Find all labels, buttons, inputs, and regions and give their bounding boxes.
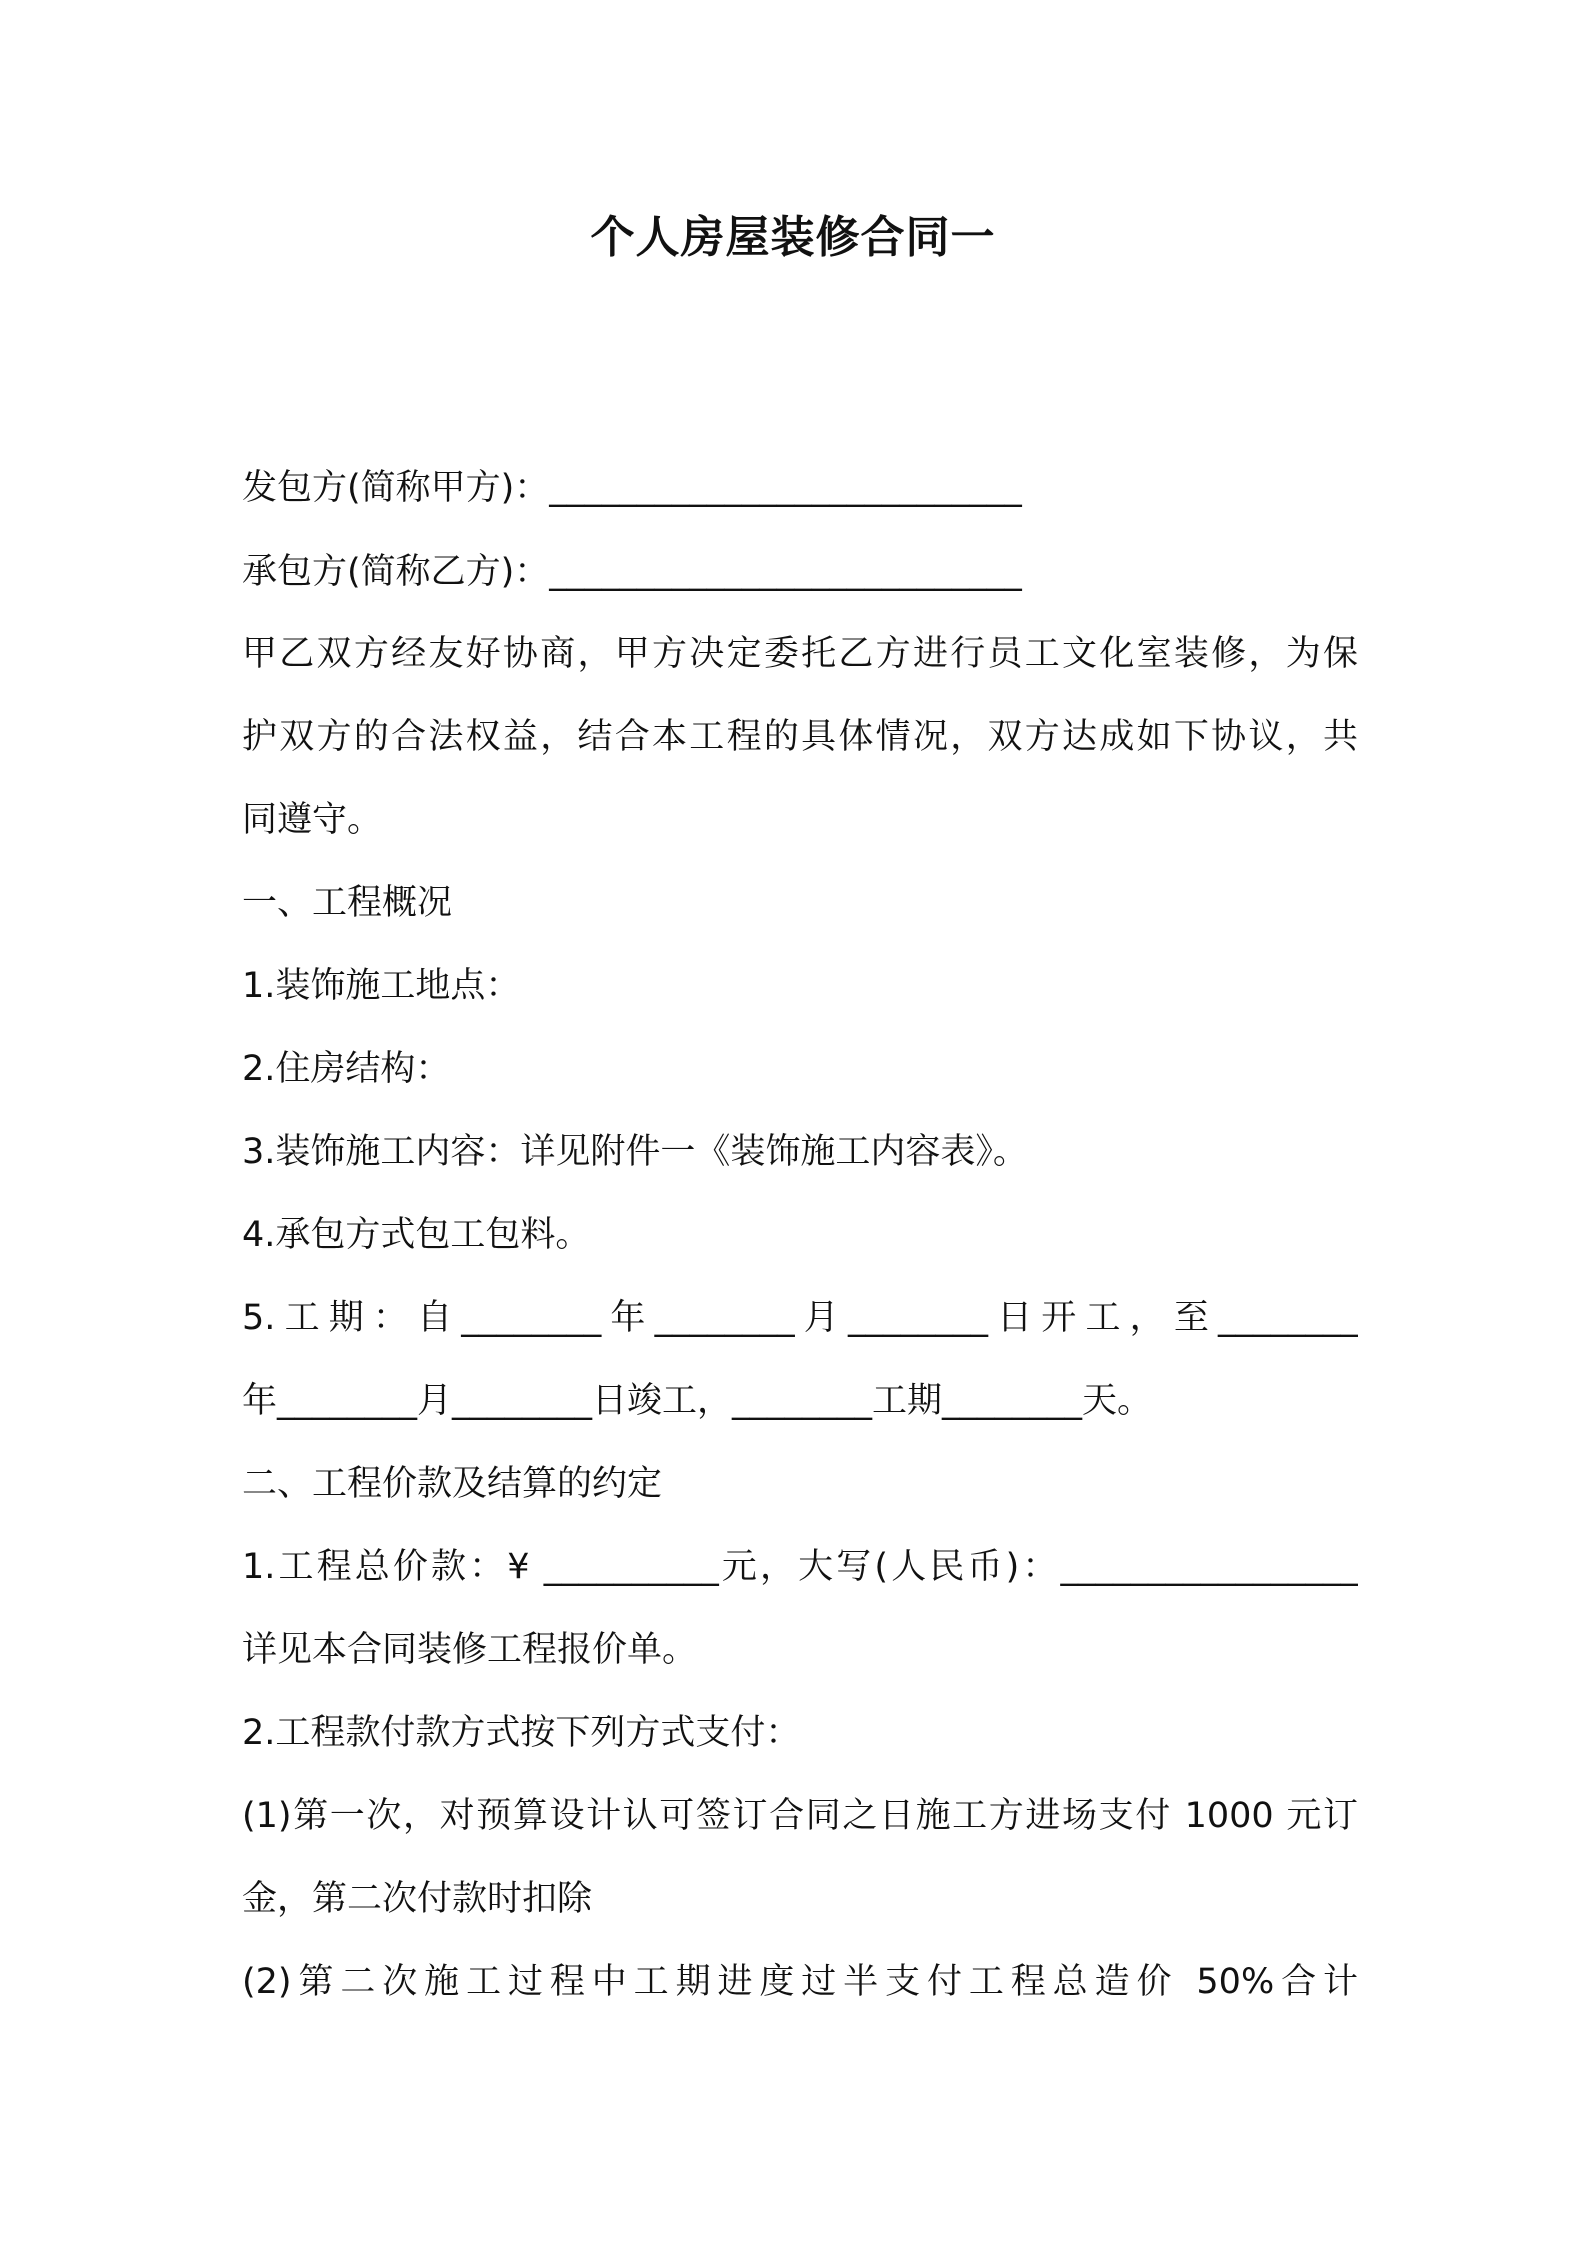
intro-paragraph-line: 甲乙双方经友好协商，甲方决定委托乙方进行员工文化室装修，为保 <box>242 634 1358 674</box>
clause-line: 1.工程总价款：¥ __________元，大写(人民币)：_________________ <box>242 1547 1358 1587</box>
party-b-line: 承包方(简称乙方)：___________________________ <box>242 552 1022 592</box>
clause-line: 金，第二次付款时扣除 <box>242 1879 593 1919</box>
clause-line: 4.承包方式包工包料。 <box>242 1215 591 1255</box>
intro-paragraph-line: 同遵守。 <box>242 800 383 840</box>
document-title: 个人房屋装修合同一 <box>590 212 996 263</box>
section-heading: 二、工程价款及结算的约定 <box>242 1464 663 1504</box>
clause-line: 年________月________日竣工，________工期________天。 <box>242 1381 1153 1421</box>
clause-line: 2.住房结构： <box>242 1049 451 1089</box>
clause-line: 2.工程款付款方式按下列方式支付： <box>242 1713 801 1753</box>
clause-line: 3.装饰施工内容：详见附件一《装饰施工内容表》。 <box>242 1132 1028 1172</box>
clause-line: (2)第二次施工过程中工期进度过半支付工程总造价 50%合计 <box>242 1962 1358 2002</box>
intro-paragraph-line: 护双方的合法权益，结合本工程的具体情况，双方达成如下协议，共 <box>242 717 1358 757</box>
clause-line: (1)第一次，对预算设计认可签订合同之日施工方进场支付 1000 元订 <box>242 1796 1358 1836</box>
clause-line: 5.工期：自________年________月________日开工，至________ <box>242 1298 1358 1338</box>
party-a-line: 发包方(简称甲方)：___________________________ <box>242 468 1022 508</box>
clause-line: 详见本合同装修工程报价单。 <box>242 1630 698 1670</box>
clause-line: 1.装饰施工地点： <box>242 966 521 1006</box>
section-heading: 一、工程概况 <box>242 883 453 923</box>
